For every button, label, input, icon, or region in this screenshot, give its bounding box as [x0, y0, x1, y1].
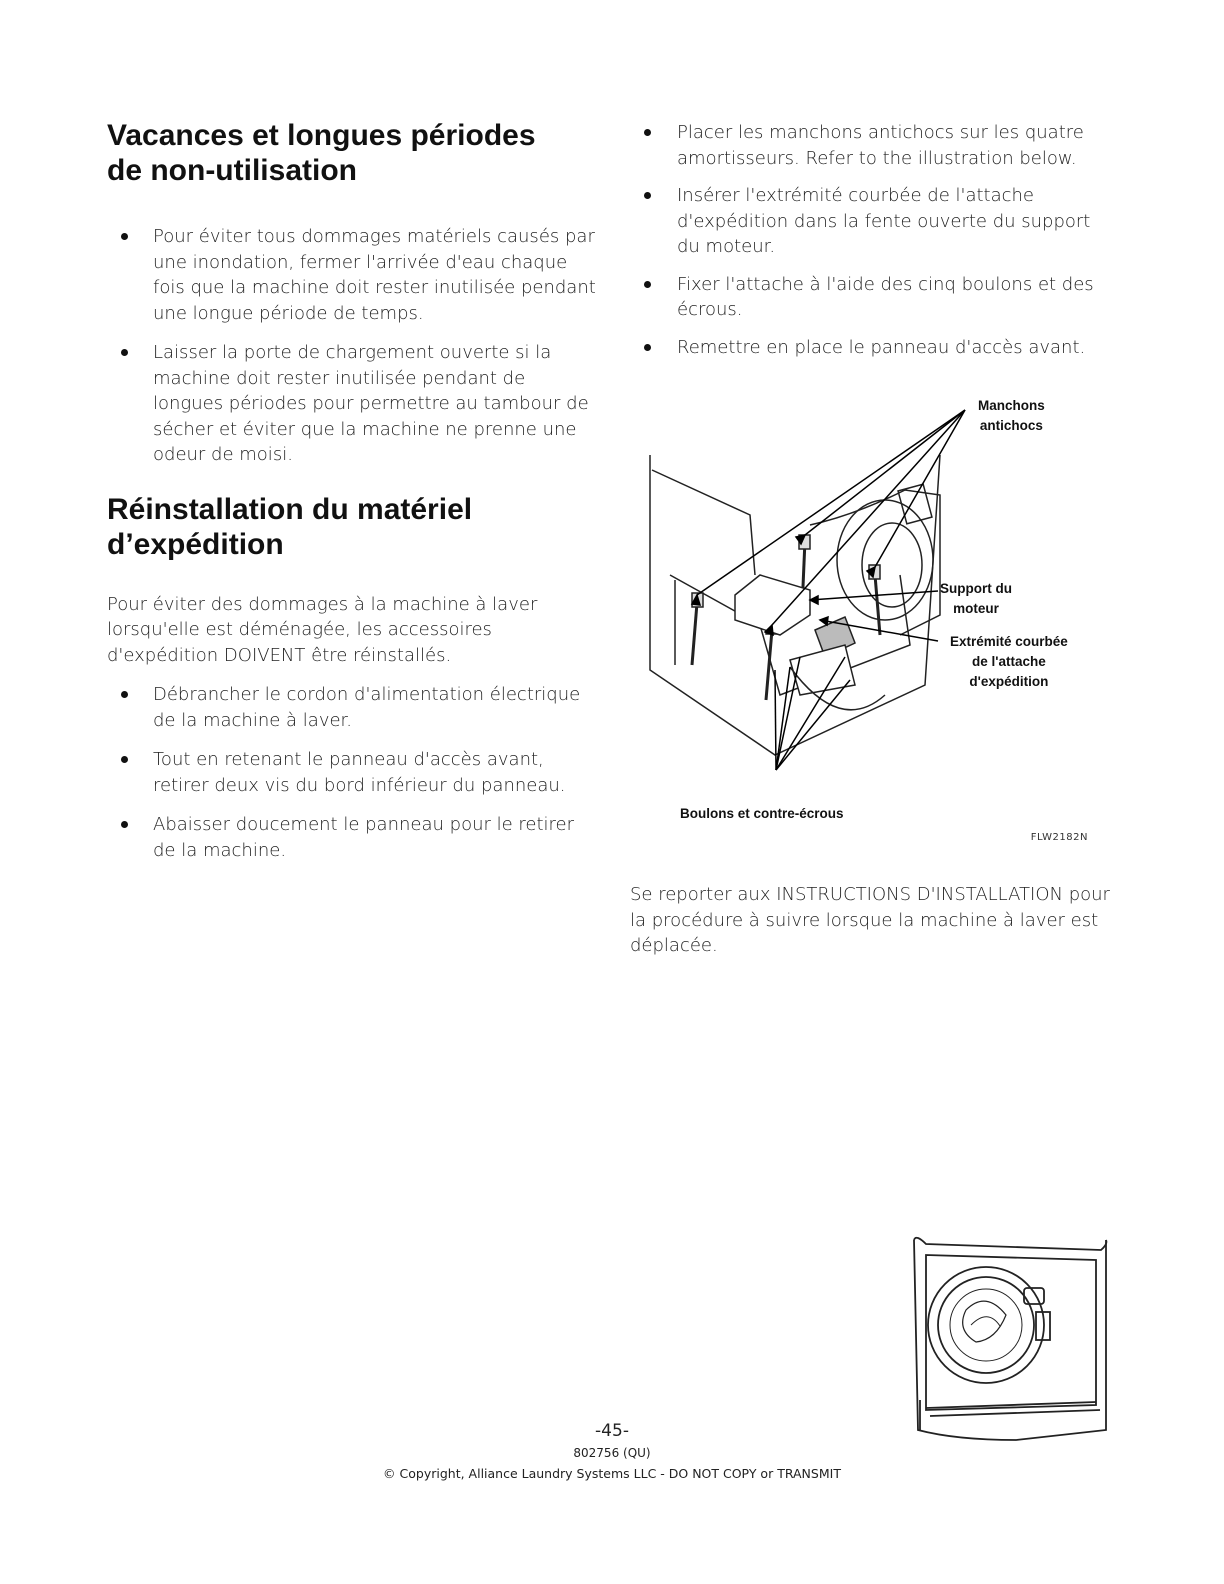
list-item: Tout en retenant le panneau d'accès avant, retirer deux vis du bord inférieur du panneau.	[107, 747, 597, 798]
right-column	[640, 120, 1110, 372]
list-item: Pour éviter tous dommages matériels causés par une inondation, fermer l'arrivée d'eau chaque fois que la machine doit rester inutilisée pendant une longue période de temps.	[107, 224, 597, 326]
reinstall-bullet-list	[107, 682, 597, 863]
copyright-notice: © Copyright, Alliance Laundry Systems LLC - DO NOT COPY or TRANSMIT	[383, 1466, 841, 1481]
list-item: Remettre en place le panneau d'accès avant.	[640, 335, 1110, 361]
page-number: -45-	[595, 1421, 629, 1441]
reinstall-steps-list	[640, 120, 1110, 360]
figure-code: FLW2182N	[1030, 832, 1088, 843]
list-item: Débrancher le cordon d'alimentation électrique de la machine à laver.	[107, 682, 597, 733]
list-item: Abaisser doucement le panneau pour le retirer de la machine.	[107, 812, 597, 863]
document-code: 802756 (QU)	[573, 1446, 651, 1460]
label-bolts-nuts: Boulons et contre-écrous	[680, 806, 844, 821]
section-heading-reinstall: Réinstallation du matériel d’expédition	[107, 492, 473, 561]
reinstall-intro: Pour éviter des dommages à la machine à laver lorsqu'elle est déménagée, les accessoires d'expédition DOIVENT être réinstallés.	[107, 593, 538, 666]
label-motor-support: Support du moteur	[940, 581, 1012, 616]
left-column	[107, 118, 597, 877]
washer-interior-drawing	[640, 395, 1110, 855]
list-item: Placer les manchons antichocs sur les quatre amortisseurs. Refer to the illustration below.	[640, 120, 1110, 171]
installation-reference-note: Se reporter aux INSTRUCTIONS D'INSTALLATION pour la procédure à suivre lorsque la machine à laver est déplacée.	[630, 884, 1110, 956]
section-heading-vacation: Vacances et longues périodes de non-utilisation	[107, 119, 536, 187]
shipping-hardware-illustration	[640, 395, 1110, 855]
list-item: Fixer l'attache à l'aide des cinq boulons et des écrous.	[640, 272, 1110, 323]
list-item: Insérer l'extrémité courbée de l'attache d'expédition dans la fente ouverte du support du moteur.	[640, 183, 1110, 260]
list-item: Laisser la porte de chargement ouverte si la machine doit rester inutilisée pendant de longues périodes pour permettre au tambour de sécher et éviter que la machine ne prenne une odeur de moisi.	[107, 340, 597, 468]
label-shock-sleeves: Manchons antichocs	[978, 398, 1045, 433]
label-bracket-end: Extrémité courbée de l'attache d'expédition	[950, 634, 1068, 689]
vacation-bullet-list	[107, 224, 597, 468]
